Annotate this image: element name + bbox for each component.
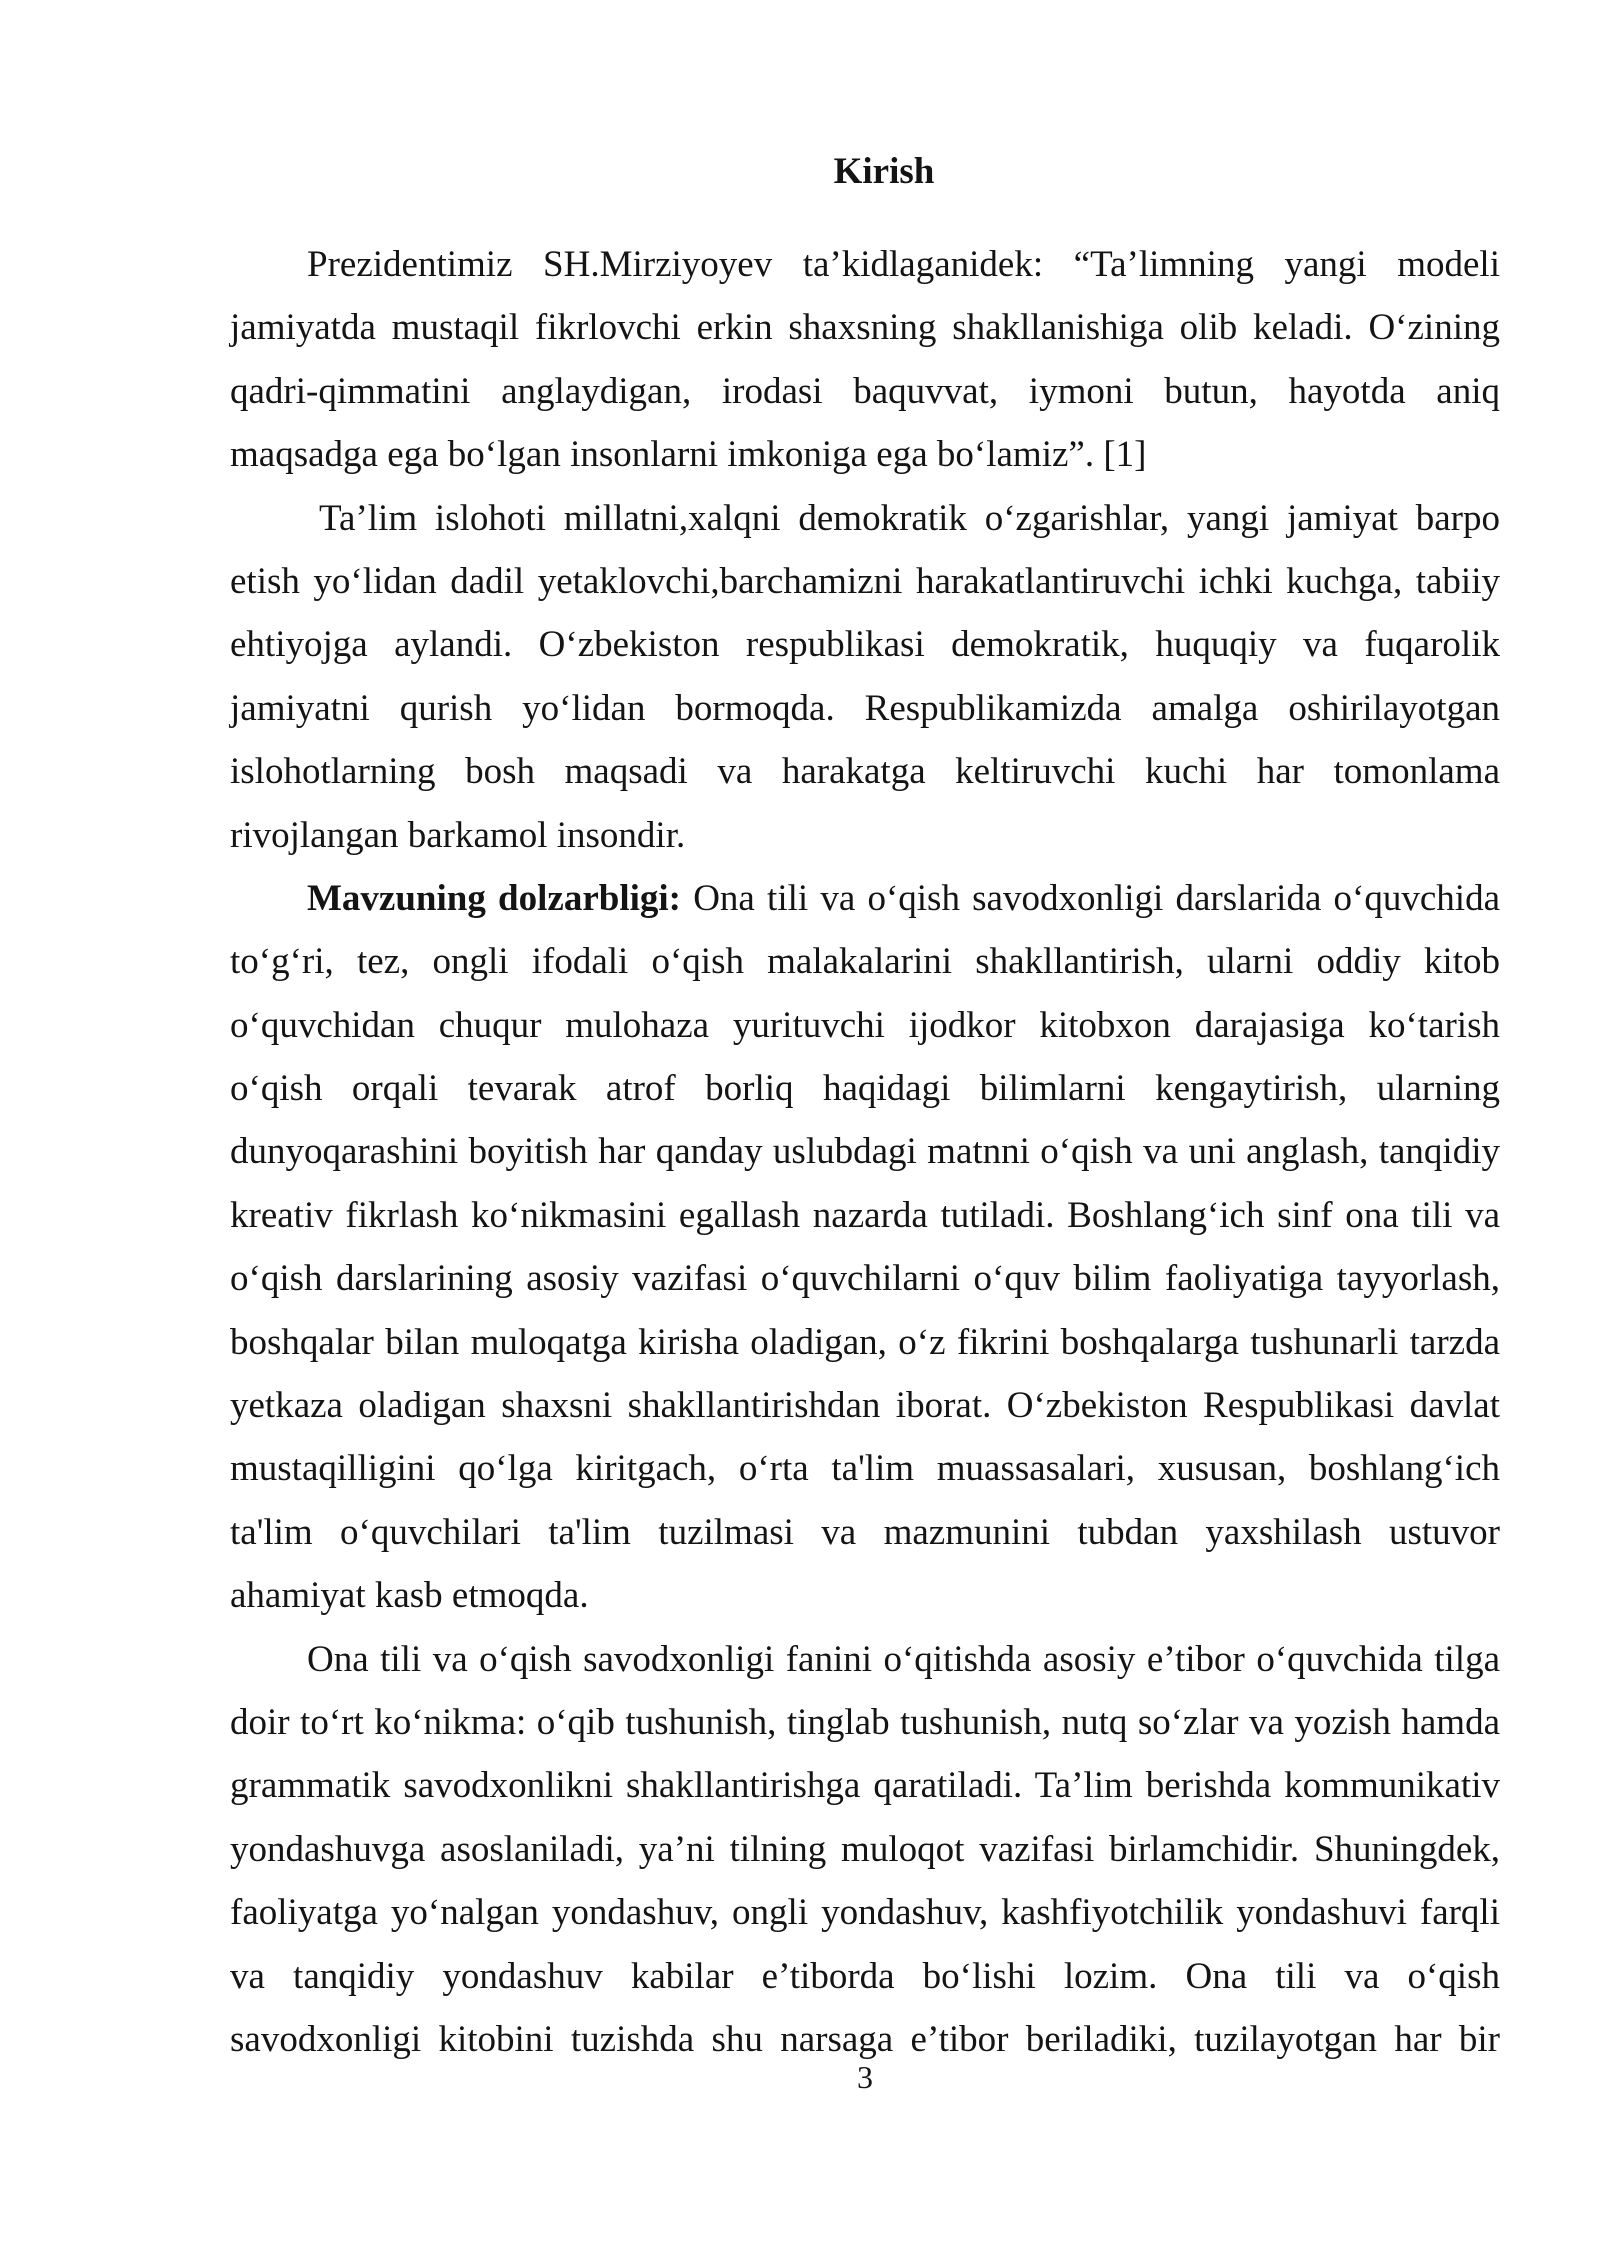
body-text: [230, 233, 1500, 2071]
paragraph: [230, 487, 1500, 867]
text-line: jamiyatni qurish yo‘lidan bormoqda. Respublikamizda amalga oshirilayotgan: [230, 687, 1500, 729]
bold-lead-in: Mavzuning dolzarbligi:: [307, 877, 681, 919]
text-line: to‘g‘ri, tez, ongli ifodali o‘qish malakalarini shakllantirish, ularni oddiy kitob: [230, 941, 1500, 983]
text-line: yondashuvga asoslaniladi, ya’ni tilning muloqot vazifasi birlamchidir. Shuningdek,: [230, 1828, 1500, 1870]
text-line: boshqalar bilan muloqatga kirisha oladigan, o‘z fikrini boshqalarga tushunarli tarzda: [230, 1321, 1500, 1363]
text-line-rest: Ona tili va o‘qish savodxonligi darslarida o‘quvchida: [693, 877, 1500, 919]
text-line: o‘quvchidan chuqur mulohaza yurituvchi ijodkor kitobxon darajasiga ko‘tarish: [230, 1004, 1500, 1046]
text-line: dunyoqarashini boyitish har qanday uslubdagi matnni o‘qish va uni anglash, tanqidiy: [230, 1131, 1500, 1173]
text-line: grammatik savodxonlikni shakllantirishga qaratiladi. Ta’lim berishda kommunikativ: [230, 1765, 1500, 1807]
text-line: Prezidentimiz SH.Mirziyoyev ta’kidlaganidek: “Ta’limning yangi modeli: [307, 244, 1500, 285]
text-line: rivojlangan barkamol insondir.: [230, 814, 686, 856]
paragraph: [230, 867, 1500, 1628]
text-line: yetkaza oladigan shaxsni shakllantirishdan iborat. O‘zbekiston Respublikasi davlat: [230, 1385, 1500, 1427]
text-line: ta'lim o‘quvchilari ta'lim tuzilmasi va mazmunini tubdan yaxshilash ustuvor: [230, 1511, 1500, 1553]
text-line: savodxonligi kitobini tuzishda shu narsaga e’tibor beriladiki, tuzilayotgan har bir: [230, 2018, 1500, 2060]
text-line: etish yo‘lidan dadil yetaklovchi,barchamizni harakatlantiruvchi ichki kuchga, tabiiy: [230, 560, 1500, 602]
text-line: o‘qish darslarining asosiy vazifasi o‘quvchilarni o‘quv bilim faoliyatiga tayyorlash,: [230, 1258, 1500, 1300]
text-line: ahamiyat kasb etmoqda.: [230, 1575, 589, 1617]
text-line: mustaqilligini qo‘lga kiritgach, o‘rta ta'lim muassasalari, xususan, boshlang‘ich: [230, 1448, 1500, 1490]
text-line: doir to‘rt ko‘nikma: o‘qib tushunish, tinglab tushunish, nutq so‘zlar va yozish hamda: [230, 1701, 1500, 1743]
text-line: faoliyatga yo‘nalgan yondashuv, ongli yondashuv, kashfiyotchilik yondashuvi farqli: [230, 1892, 1500, 1934]
text-line: kreativ fikrlash ko‘nikmasini egallash nazarda tutiladi. Boshlang‘ich sinf ona tili va: [230, 1194, 1500, 1236]
text-line: va tanqidiy yondashuv kabilar e’tiborda bo‘lishi lozim. Ona tili va o‘qish: [230, 1955, 1500, 1997]
text-line: Ta’lim islohoti millatni,xalqni demokratik o‘zgarishlar, yangi jamiyat barpo: [319, 497, 1500, 539]
text-line: ehtiyojga aylandi. O‘zbekiston respublikasi demokratik, huquqiy va fuqarolik: [230, 624, 1500, 666]
text-line: o‘qish orqali tevarak atrof borliq haqidagi bilimlarni kengaytirish, ularning: [230, 1068, 1500, 1110]
text-line: [230, 867, 1500, 930]
section-heading: Kirish: [833, 151, 935, 192]
paragraph: [230, 1628, 1500, 2072]
paragraph: [230, 233, 1500, 487]
text-line: Ona tili va o‘qish savodxonligi fanini o‘qitishda asosiy e’tibor o‘quvchida tilga: [307, 1638, 1500, 1680]
text-line: islohotlarning bosh maqsadi va harakatga keltiruvchi kuchi har tomonlama: [230, 751, 1500, 793]
page-number: 3: [857, 2059, 873, 2095]
text-line: maqsadga ega bo‘lgan insonlarni imkoniga ega bo‘lamiz”. [1]: [230, 434, 1147, 476]
text-line: jamiyatda mustaqil fikrlovchi erkin shaxsning shakllanishiga olib keladi. O‘zining: [230, 307, 1500, 349]
text-line: qadri-qimmatini anglaydigan, irodasi baquvvat, iymoni butun, hayotda aniq: [230, 370, 1500, 412]
